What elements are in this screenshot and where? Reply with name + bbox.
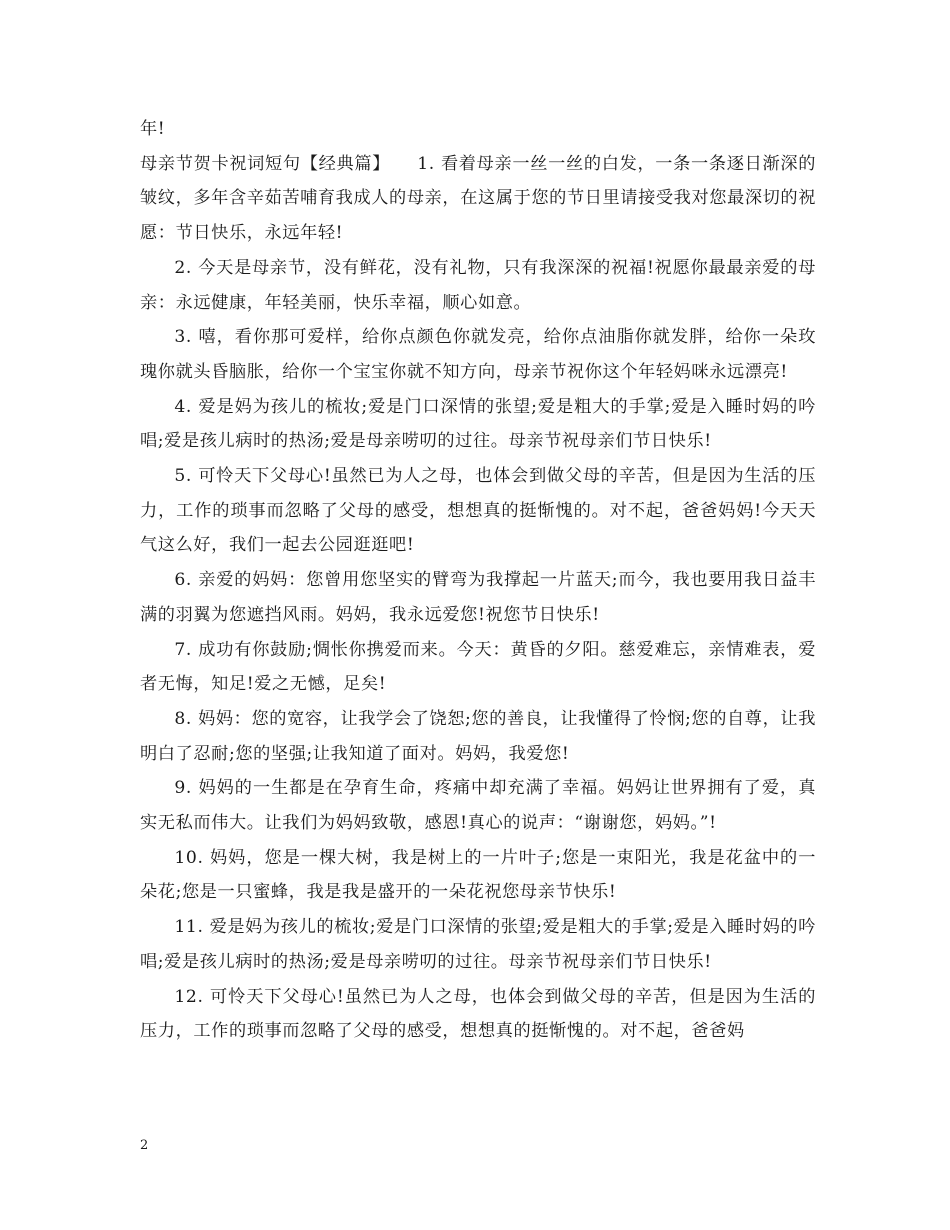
wish-paragraph-8: 8. 妈妈：您的宽容，让我学会了饶恕;您的善良，让我懂得了怜悯;您的自尊，让我明白了忍耐;您的坚强;让我知道了面对。妈妈，我爱您! [140,708,816,764]
wish-paragraph-7: 7. 成功有你鼓励;惆怅你携爱而来。今天：黄昏的夕阳。慈爱难忘，亲情难表，爱者无悔，知足!爱之无憾，足矣! [140,639,816,695]
wish-paragraph-5: 5. 可怜天下父母心!虽然已为人之母，也体会到做父母的辛苦，但是因为生活的压力，工作的琐事而忽略了父母的感受，想想真的挺惭愧的。对不起，爸爸妈妈!今天天气这么好，我们一起去公园逛逛吧! [140,466,816,556]
wish-paragraph-2: 2. 今天是母亲节，没有鲜花，没有礼物，只有我深深的祝福!祝愿你最最亲爱的母亲：永远健康，年轻美丽，快乐幸福，顺心如意。 [140,257,816,313]
wish-paragraph-10: 10. 妈妈，您是一棵大树，我是树上的一片叶子;您是一束阳光，我是花盆中的一朵花;您是一只蜜蜂，我是我是盛开的一朵花祝您母亲节快乐! [140,847,816,903]
wish-paragraph-6: 6. 亲爱的妈妈：您曾用您坚实的臂弯为我撑起一片蓝天;而今，我也要用我日益丰满的羽翼为您遮挡风雨。妈妈，我永远爱您!祝您节日快乐! [140,570,816,625]
heading-paragraph: 母亲节贺卡祝词短句【经典篇】 1. 看着母亲一丝一丝的白发，一条一条逐日渐深的皱纹，多年含辛茹苦哺育我成人的母亲，在这属于您的节日里请接受我对您最深切的祝愿：节日快乐，永远年轻! [140,153,816,244]
wish-paragraph-9: 9. 妈妈的一生都是在孕育生命，疼痛中却充满了幸福。妈妈让世界拥有了爱，真实无私而伟大。让我们为妈妈致敬，感恩!真心的说声：“谢谢您，妈妈。”! [140,778,816,834]
wish-paragraph-12: 12. 可怜天下父母心!虽然已为人之母，也体会到做父母的辛苦，但是因为生活的压力，工作的琐事而忽略了父母的感受，想想真的挺惭愧的。对不起，爸爸妈 [140,986,816,1042]
wish-paragraph-4: 4. 爱是妈为孩儿的梳妆;爱是门口深情的张望;爱是粗大的手掌;爱是入睡时妈的吟唱;爱是孩儿病时的热汤;爱是母亲唠叨的过往。母亲节祝母亲们节日快乐! [140,396,816,452]
lead-fragment: 年! [140,119,166,139]
document-body [140,112,816,1049]
wish-paragraph-11: 11. 爱是妈为孩儿的梳妆;爱是门口深情的张望;爱是粗大的手掌;爱是入睡时妈的吟唱;爱是孩儿病时的热汤;爱是母亲唠叨的过往。母亲节祝母亲们节日快乐! [140,917,816,972]
wish-paragraph-3: 3. 嘻，看你那可爱样，给你点颜色你就发亮，给你点油脂你就发胖，给你一朵玫瑰你就头昏脑胀，给你一个宝宝你就不知方向，母亲节祝你这个年轻妈咪永远漂亮! [140,327,816,382]
page-number: 2 [140,1138,149,1153]
